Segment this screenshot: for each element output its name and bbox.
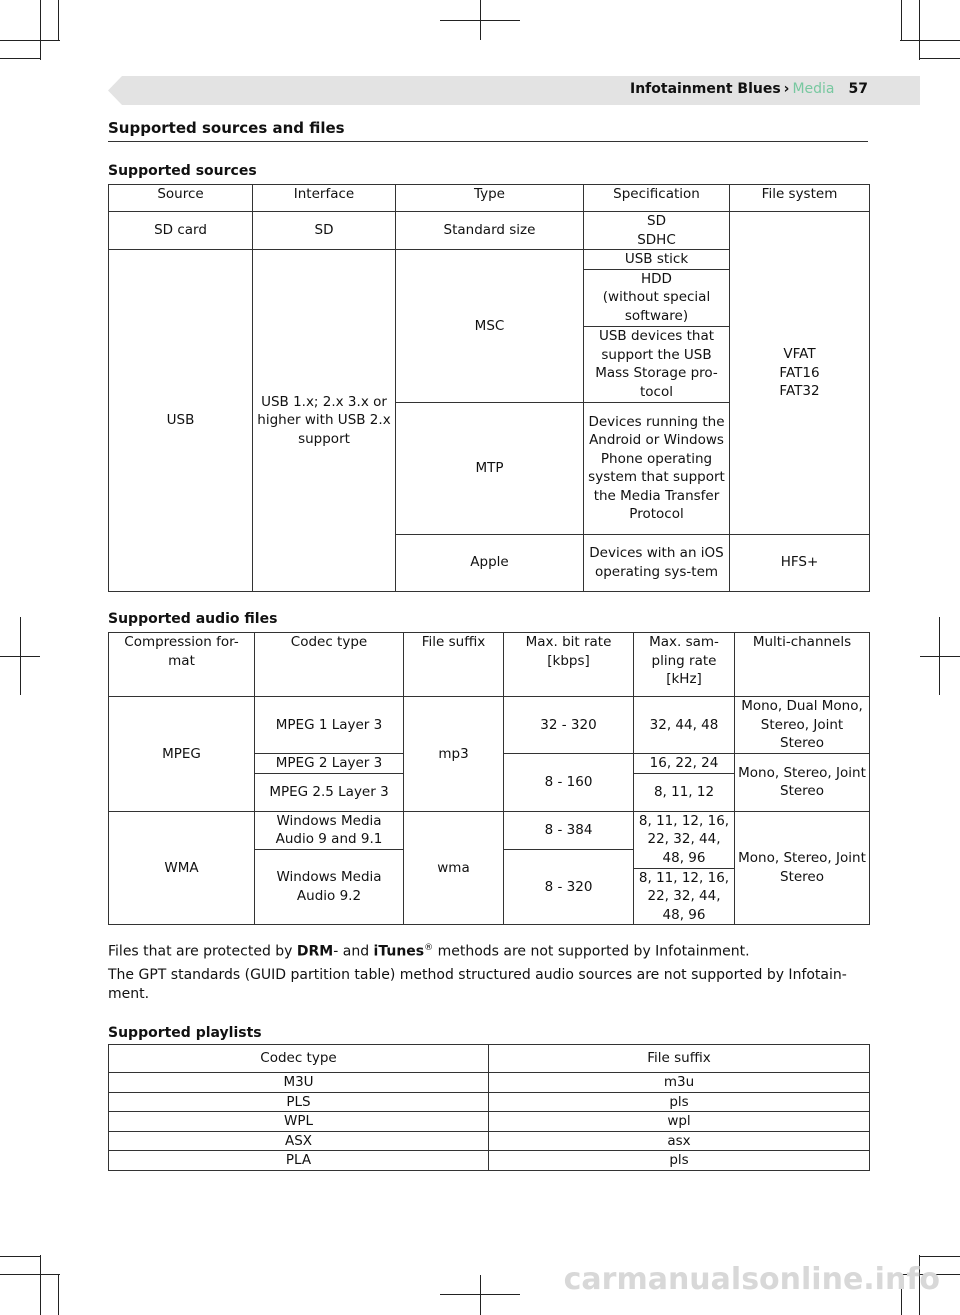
table-cell: Devices running the Android or Windows Phone operating system that support the Media Transfer Protocol xyxy=(584,402,730,534)
table-row xyxy=(109,1151,870,1171)
table-cell: MTP xyxy=(396,402,584,534)
column-header: File suffix xyxy=(404,633,504,697)
breadcrumb-current[interactable]: Media xyxy=(792,81,835,97)
table-cell: WMA xyxy=(109,811,255,925)
table-cell: wma xyxy=(404,811,504,925)
table-row xyxy=(109,212,870,250)
table-cell: MSC xyxy=(396,250,584,403)
itunes-term: iTunes xyxy=(373,943,425,960)
column-header: Compression for-mat xyxy=(109,633,255,697)
column-header: Specification xyxy=(584,185,730,212)
table-cell: pls xyxy=(489,1151,870,1171)
breadcrumb xyxy=(630,81,868,97)
table-cell: mp3 xyxy=(404,697,504,812)
table-cell: PLA xyxy=(109,1151,489,1171)
table-cell: Apple xyxy=(396,534,584,591)
table-cell: USB stick xyxy=(584,250,730,270)
table-cell: 8, 11, 12, 16, 22, 32, 44, 48, 96 xyxy=(634,868,735,925)
table-cell: 16, 22, 24 xyxy=(634,754,735,774)
table-cell: SD xyxy=(253,212,396,250)
table-row xyxy=(109,1073,870,1093)
table-row xyxy=(109,697,870,754)
column-header: Type xyxy=(396,185,584,212)
page-number: 57 xyxy=(848,81,868,97)
gpt-note: The GPT standards (GUID partition table) method structured audio sources are not supported by Infotain-ment. xyxy=(108,967,847,1002)
column-header: Interface xyxy=(253,185,396,212)
playlists-heading: Supported playlists xyxy=(108,1025,262,1041)
table-cell: MPEG 2 Layer 3 xyxy=(255,754,404,774)
table-cell: Windows Media Audio 9 and 9.1 xyxy=(255,811,404,849)
table-cell: 8 - 160 xyxy=(504,754,634,812)
table-row xyxy=(109,1131,870,1151)
table-cell: Mono, Stereo, Joint Stereo xyxy=(735,811,870,925)
breadcrumb-separator: › xyxy=(783,81,790,97)
table-cell: Windows Media Audio 9.2 xyxy=(255,849,404,925)
table-cell: Mono, Stereo, Joint Stereo xyxy=(735,754,870,812)
table-cell: USB devices that support the USB Mass Storage pro-tocol xyxy=(584,326,730,402)
title-divider xyxy=(108,141,868,142)
table-cell: PLS xyxy=(109,1092,489,1112)
table-cell: pls xyxy=(489,1092,870,1112)
table-cell: Devices with an iOS operating sys-tem xyxy=(584,534,730,591)
table-cell: asx xyxy=(489,1131,870,1151)
audio-table xyxy=(108,632,870,925)
column-header: Codec type xyxy=(109,1045,489,1073)
sources-table xyxy=(108,184,870,592)
table-header-row xyxy=(109,1045,870,1073)
table-cell: Standard size xyxy=(396,212,584,250)
table-cell: USB 1.x; 2.x 3.x or higher with USB 2.x support xyxy=(253,250,396,592)
table-header-row xyxy=(109,633,870,697)
breadcrumb-parent[interactable]: Infotainment Blues xyxy=(630,81,781,97)
playlists-table xyxy=(108,1044,870,1171)
sources-heading: Supported sources xyxy=(108,163,257,179)
table-cell: MPEG 2.5 Layer 3 xyxy=(255,773,404,811)
table-row xyxy=(109,1112,870,1132)
table-cell: wpl xyxy=(489,1112,870,1132)
column-header: Multi-channels xyxy=(735,633,870,697)
column-header: Max. bit rate [kbps] xyxy=(504,633,634,697)
table-cell: SD card xyxy=(109,212,253,250)
table-cell: 8, 11, 12, 16, 22, 32, 44, 48, 96 xyxy=(634,811,735,868)
column-header: Max. sam-pling rate [kHz] xyxy=(634,633,735,697)
column-header: Codec type xyxy=(255,633,404,697)
table-cell: MPEG 1 Layer 3 xyxy=(255,697,404,754)
table-cell: 32, 44, 48 xyxy=(634,697,735,754)
drm-note: Files that are protected by DRM- and iTunes® methods are not supported by Infotainment. xyxy=(108,943,750,960)
table-cell: HDD (without special software) xyxy=(584,269,730,326)
table-cell: m3u xyxy=(489,1073,870,1093)
table-cell: M3U xyxy=(109,1073,489,1093)
table-row xyxy=(109,1092,870,1112)
column-header: File suffix xyxy=(489,1045,870,1073)
section-title: Supported sources and files xyxy=(108,119,345,137)
audio-heading: Supported audio files xyxy=(108,611,278,627)
table-cell: ASX xyxy=(109,1131,489,1151)
table-cell: 8, 11, 12 xyxy=(634,773,735,811)
table-header-row xyxy=(109,185,870,212)
table-cell: 32 - 320 xyxy=(504,697,634,754)
table-cell: USB xyxy=(109,250,253,592)
column-header: File system xyxy=(730,185,870,212)
column-header: Source xyxy=(109,185,253,212)
table-cell: WPL xyxy=(109,1112,489,1132)
table-cell: 8 - 384 xyxy=(504,811,634,849)
table-cell: SD SDHC xyxy=(584,212,730,250)
table-cell: Mono, Dual Mono, Stereo, Joint Stereo xyxy=(735,697,870,754)
table-cell: VFAT FAT16 FAT32 xyxy=(730,212,870,535)
table-cell: MPEG xyxy=(109,697,255,812)
drm-term: DRM xyxy=(296,943,334,960)
table-cell: 8 - 320 xyxy=(504,849,634,925)
table-cell: HFS+ xyxy=(730,534,870,591)
table-row xyxy=(109,811,870,849)
watermark: carmanualsonline.info xyxy=(563,1262,940,1297)
